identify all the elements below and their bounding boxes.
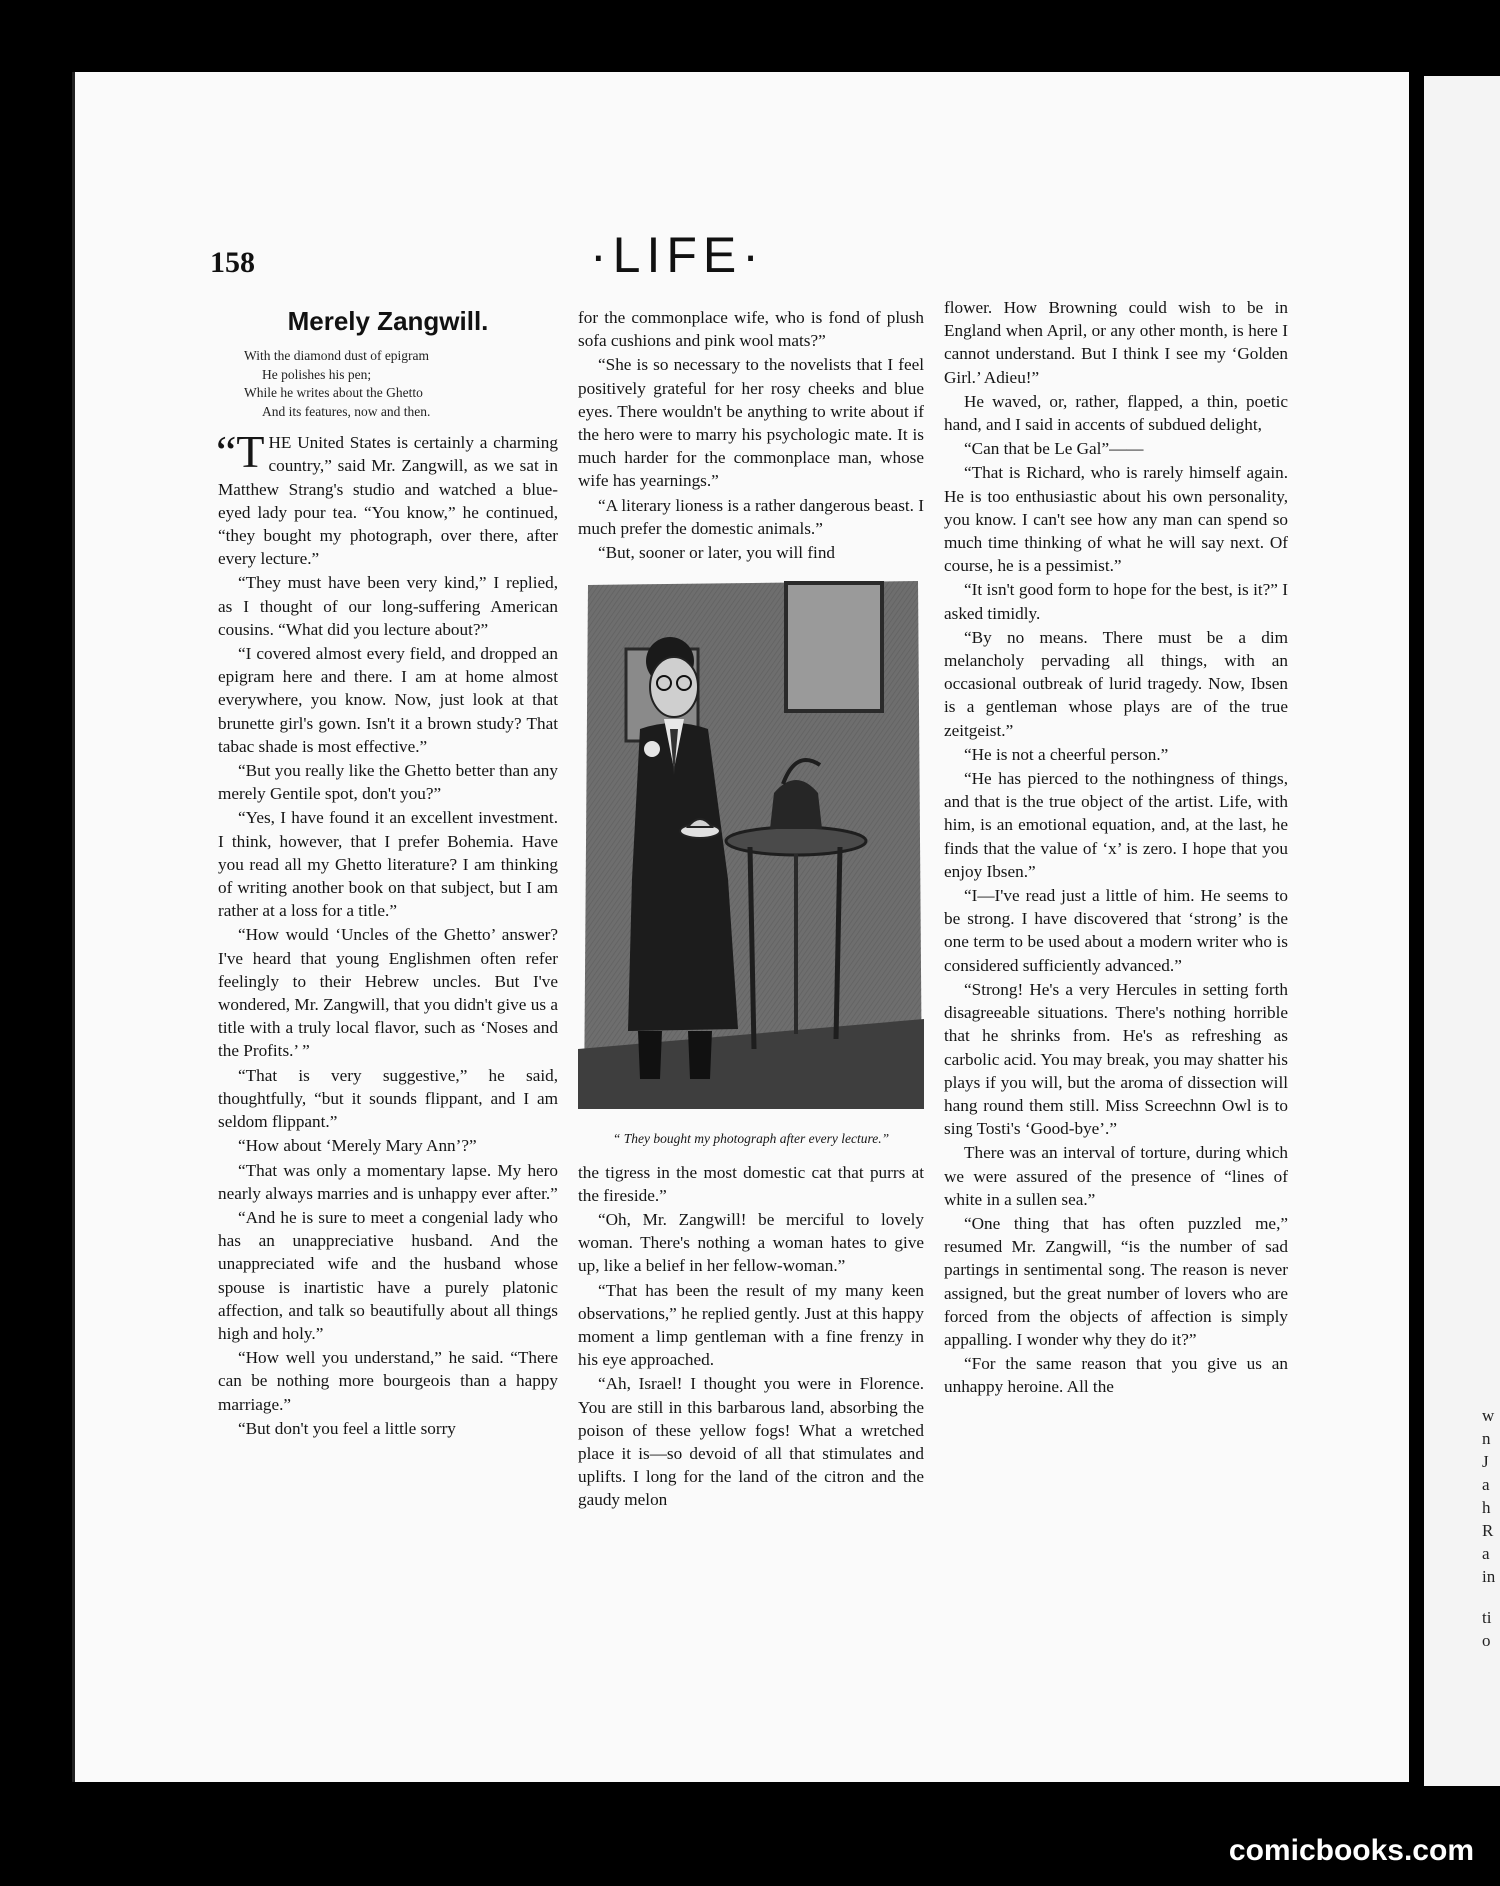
fragment-text: o (1482, 1631, 1491, 1650)
verse-line: With the diamond dust of epigram (244, 348, 430, 364)
paragraph: “Can that be Le Gal”—— (964, 439, 1144, 459)
epigraph-verse (218, 347, 558, 421)
paragraph: “And he is sure to meet a congenial lady who has an unappreciative husband. And the unappreciated wife and the husband whose spouse is inartistic have a purely platonic affection, and talk so beautifully about all things high and holy.” (218, 1207, 558, 1343)
fragment-text: R (1482, 1521, 1494, 1540)
column-3 (944, 296, 1288, 1400)
fragment-text: a (1482, 1475, 1490, 1494)
illustration-caption: “ They bought my photograph after every lecture.” (612, 1131, 890, 1147)
fragment-text: h (1482, 1498, 1491, 1517)
paragraph: “By no means. There must be a dim melancholy pervading all things, with an occasional outbreak of lurid tragedy. Now, Ibsen is a gentleman whose plays are of the true zeitgeist.” (944, 627, 1288, 740)
paragraph: “Ah, Israel! I thought you were in Florence. You are still in this barbarous land, absorbing the poison of these yellow fogs! What a wretched place it is—so devoid of all that stimulates and uplifts. I long for the land of the citron and the gaudy melon (578, 1374, 924, 1510)
fragment-text: in (1482, 1567, 1496, 1586)
column-1 (218, 306, 558, 1441)
paragraph: “I—I've read just a little of him. He seems to be strong. I have discovered that ‘strong’ is the one term to be used about a modern writer who is considered sufficiently advanced.” (944, 886, 1288, 975)
paragraph: “But, sooner or later, you will find (598, 543, 836, 563)
verse-line: While he writes about the Ghetto (244, 385, 423, 401)
paragraph: “That was only a momentary lapse. My hero nearly always marries and is unhappy ever after.” (218, 1160, 558, 1203)
paragraph: “How about ‘Merely Mary Ann’?” (238, 1136, 477, 1156)
fragment-text: ti (1482, 1608, 1492, 1627)
masthead-title: ·LIFE· (590, 227, 765, 283)
paragraph: “It isn't good form to hope for the best, is it?” I asked timidly. (944, 580, 1288, 623)
illustration-portrait (578, 579, 924, 1109)
paragraph: “She is so necessary to the novelists that I feel positively grateful for her rosy cheeks and blue eyes. There wouldn't be anything to write about if the hero were to marry his psychologic mate. It is much harder for the commonplace man, whose wife has yearnings.” (578, 355, 924, 491)
adjacent-page-edge (1424, 76, 1500, 1786)
verse-line: He polishes his pen; (262, 366, 372, 382)
article-title: Merely Zangwill. (287, 306, 489, 336)
paragraph: “A literary lioness is a rather dangerous beast. I much prefer the domestic animals.” (578, 495, 924, 538)
paragraph: There was an interval of torture, during which we were assured of the presence of “lines of white in a sullen sea.” (944, 1143, 1288, 1209)
paragraph: “I covered almost every field, and dropped an epigram here and there. I am at home almost everywhere, you know. Now, just look at that brunette girl's gown. Isn't it a brown study? That tabac shade is most effective.” (218, 644, 558, 756)
drop-cap: “T (216, 426, 265, 478)
paragraph: “That is Richard, who is rarely himself again. He is too enthusiastic about his own personality, you know. I can't see how any man can spend so much time thinking of what he will say next. Of course, he is a pessimist.” (944, 463, 1288, 576)
fragment-text: w (1482, 1406, 1495, 1425)
paragraph: “But don't you feel a little sorry (238, 1418, 456, 1438)
paragraph: for the commonplace wife, who is fond of plush sofa cushions and pink wool mats?” (578, 308, 924, 351)
paragraph: “Yes, I have found it an excellent investment. I think, however, that I prefer Bohemia. Have you read all my Ghetto literature? I am thinking of writing another book on that subject, but I am rather at a loss for a title.” (218, 808, 558, 921)
paragraph: “For the same reason that you give us an unhappy heroine. All the (944, 1354, 1288, 1397)
paragraph: “Strong! He's a very Hercules in setting forth disagreeable situations. There's nothing horrible that he shrinks from. He's as refreshing as carbolic acid. You may break, you may shatter his plays if you will, but the aroma of dissection will hang round them still. Miss Screechnn Owl is to sing Tosti's ‘Good-bye’.” (944, 979, 1288, 1139)
paragraph: “How would ‘Uncles of the Ghetto’ answer? I've heard that young Englishmen often refer feelingly to their Hebrew uncles. But I've wondered, Mr. Zangwill, that you didn't give us a title with a truly local flavor, such as ‘Noses and the Profits.’ ” (218, 925, 558, 1061)
paragraph: the tigress in the most domestic cat that purrs at the fireside.” (578, 1162, 924, 1205)
fragment-text: a (1482, 1544, 1490, 1563)
column-2 (578, 306, 924, 1513)
paragraph: “That has been the result of my many keen observations,” he replied gently. Just at this happy moment a limp gentleman with a fine frenzy in his eye approached. (578, 1280, 924, 1370)
paragraph: flower. How Browning could wish to be in England when April, or any other month, is here I cannot understand. But I think I see my ‘Golden Girl.’ Adieu!” (944, 298, 1288, 387)
paragraph: “One thing that has often puzzled me,” resumed Mr. Zangwill, “is the number of sad partings in sentimental song. The reason is never assigned, but the great number of lovers who are forced from the objects of affection is simply appalling. I wonder why they do it?” (944, 1213, 1288, 1349)
paragraph: “Oh, Mr. Zangwill! be merciful to lovely woman. There's nothing a woman hates to give up, like a belief in her fellow-woman.” (578, 1210, 924, 1276)
page-number: 158 (210, 246, 255, 279)
paragraph: He waved, or, rather, flapped, a thin, poetic hand, and I said in accents of subdued delight, (944, 391, 1288, 435)
paragraph: “They must have been very kind,” I replied, as I thought of our long-suffering American cousins. “What did you lecture about?” (218, 573, 558, 639)
fragment-text: J (1482, 1452, 1489, 1471)
watermark-text: comicbooks.com (1228, 1834, 1474, 1867)
paragraph: “He is not a cheerful person.” (964, 744, 1169, 764)
fragment-text: n (1482, 1429, 1491, 1448)
paragraph: “THE United States is certainly a charming country,” said Mr. Zangwill, as we sat in Matthew Strang's studio and watched a blue-eyed lady pour tea. “You know,” he continued, “they bought my photograph, over there, after every lecture.” (216, 426, 558, 569)
paragraph: “He has pierced to the nothingness of things, and that is the true object of the artist. Life, with him, is an emotional equation, and, at the last, he finds that the value of ‘x’ is zero. I hope that you enjoy Ibsen.” (944, 769, 1288, 881)
verse-line: And its features, now and then. (262, 403, 431, 419)
paragraph: “How well you understand,” he said. “There can be nothing more bourgeois than a happy marriage.” (218, 1348, 558, 1414)
paragraph: “But you really like the Ghetto better than any merely Gentile spot, don't you?” (218, 761, 558, 804)
paragraph: “That is very suggestive,” he said, thoughtfully, “but it sounds flippant, and I am seldom flippant.” (218, 1065, 558, 1132)
